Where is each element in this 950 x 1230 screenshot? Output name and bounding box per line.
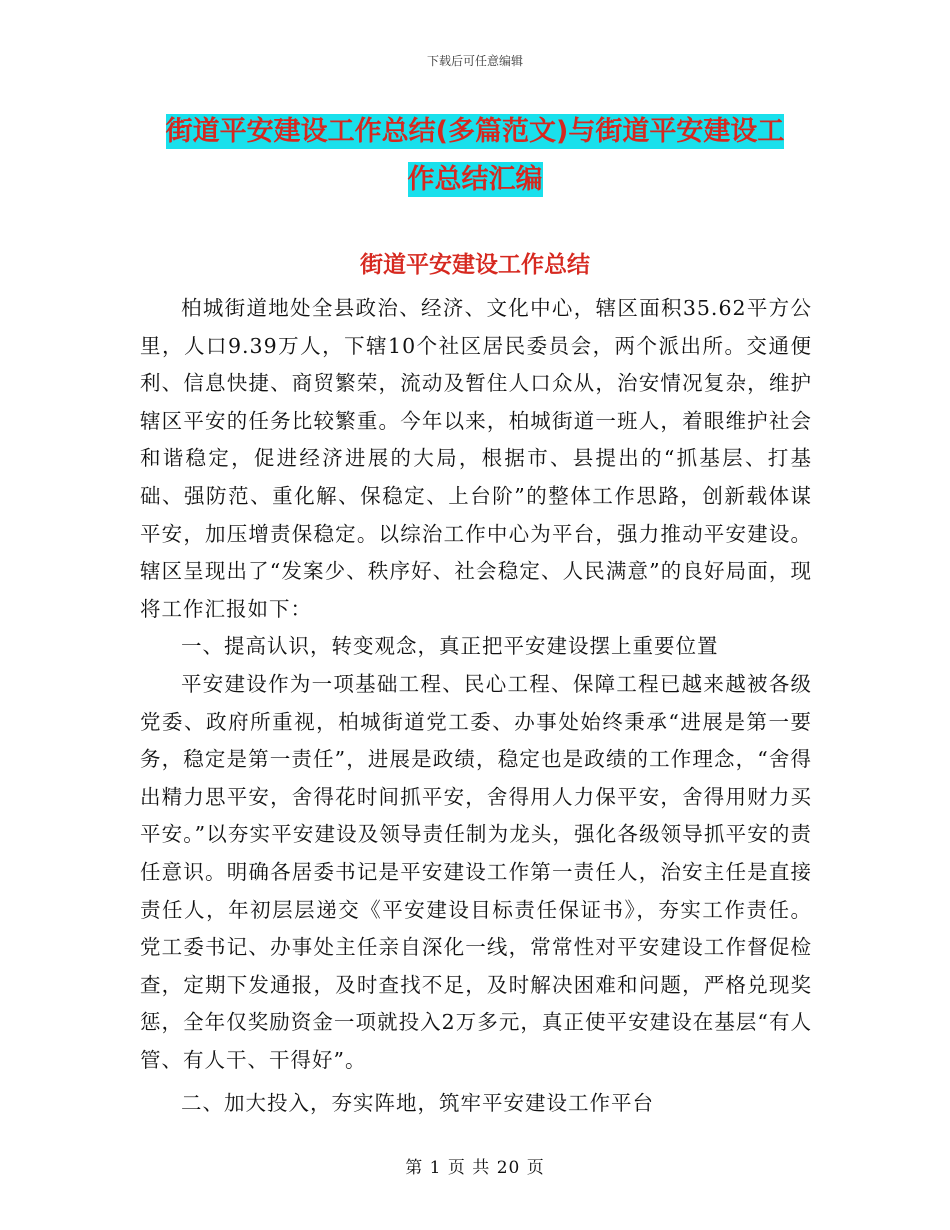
paragraph-heading-1: 一、提高认识，转变观念，真正把平安建设摆上重要位置 <box>181 634 719 659</box>
paragraph-intro: 柏城街道地处全县政治、经济、文化中心，辖区面积35.62平方公里，人口9.39万人，下辖10个社区居民委员会，两个派出所。交通便利、信息快捷、商贸繁荣，流动及暂住人口众从，治安情况复杂，维护辖区平安的任务比较繁重。今年以来，柏城街道一班人，着眼维护社会和谐稳定，促进经济进展的大局，根据市、县提出的“抓基层、打基础、强防范、重化解、保稳定、上台阶”的整体工作思路，创新载体谋平安，加压增责保稳定。以综治工作中心为平台，强力推动平安建设。辖区呈现出了“发案少、秩序好、社会稳定、人民满意”的良好局面，现将工作汇报如下： <box>140 296 812 621</box>
body-text <box>140 290 812 1123</box>
paragraph-heading-2: 二、加大投入，夯实阵地，筑牢平安建设工作平台 <box>181 1091 654 1116</box>
header-note: 下载后可任意编辑 <box>426 54 523 68</box>
document-title <box>140 108 810 204</box>
section-title: 街道平安建设工作总结 <box>360 252 590 278</box>
page-footer: 第 1 页 共 20 页 <box>405 1158 545 1178</box>
paragraph-body-1: 平安建设作为一项基础工程、民心工程、保障工程已越来越被各级党委、政府所重视，柏城街道党工委、办事处始终秉承“进展是第一要务，稳定是第一责任”，进展是政绩，稳定也是政绩的工作理念，“舍得出精力思平安，舍得花时间抓平安，舍得用人力保平安，舍得用财力买平安。”以夯实平安建设及领导责任制为龙头，强化各级领导抓平安的责任意识。明确各居委书记是平安建设工作第一责任人，治安主任是直接责任人，年初层层递交《平安建设目标责任保证书》，夯实工作责任。党工委书记、办事处主任亲自深化一线，常常性对平安建设工作督促检查，定期下发通报，及时查找不足，及时解决困难和问题，严格兑现奖惩，全年仅奖励资金一项就投入2万多元，真正使平安建设在基层“有人管、有人干、干得好”。 <box>140 671 812 1072</box>
title-line-1: 街道平安建设工作总结(多篇范文)与街道平安建设工 <box>165 116 785 147</box>
title-line-2: 作总结汇编 <box>407 164 543 195</box>
